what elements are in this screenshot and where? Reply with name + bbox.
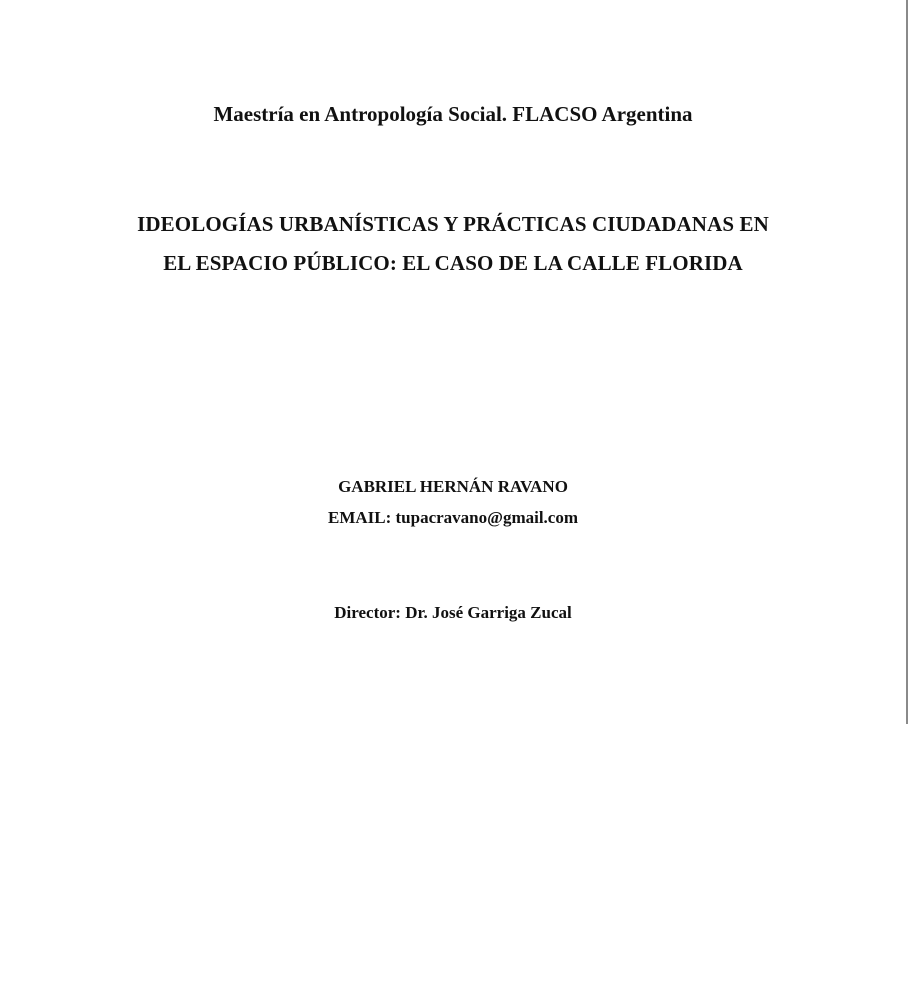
author-email: EMAIL: tupacravano@gmail.com xyxy=(327,508,579,527)
director-name: Director: Dr. José Garriga Zucal xyxy=(334,603,572,622)
thesis-title-line-1: IDEOLOGÍAS URBANÍSTICAS Y PRÁCTICAS CIUDADANAS EN xyxy=(137,212,769,236)
program-heading: Maestría en Antropología Social. FLACSO Argentina xyxy=(213,102,693,126)
thesis-title-line-2: EL ESPACIO PÚBLICO: EL CASO DE LA CALLE FLORIDA xyxy=(163,251,743,275)
page-edge-divider xyxy=(906,0,908,724)
author-name: GABRIEL HERNÁN RAVANO xyxy=(338,477,568,496)
